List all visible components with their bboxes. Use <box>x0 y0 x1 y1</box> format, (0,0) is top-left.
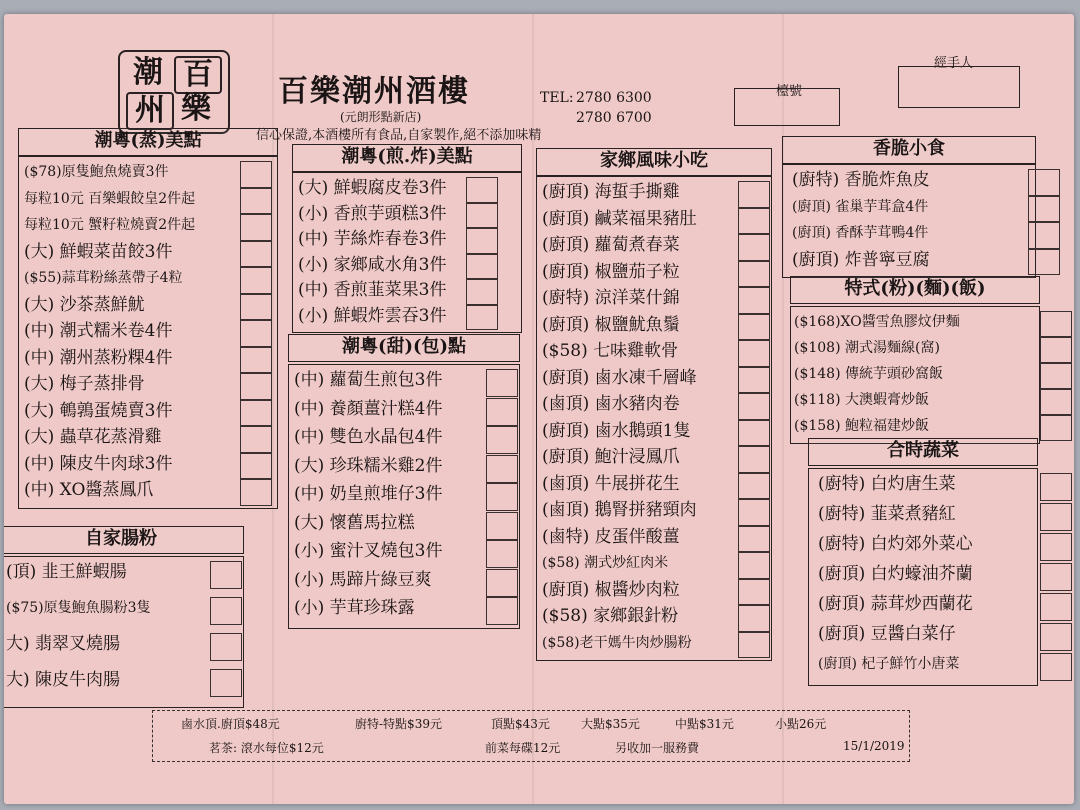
quantity-box[interactable] <box>1040 533 1072 561</box>
quantity-box[interactable] <box>1040 363 1072 389</box>
menu-item: ($55)蒜茸粉絲蒸帶子4粒 <box>24 270 183 286</box>
price-note: 中點$31元 <box>675 717 734 731</box>
menu-item: (廚特) 香脆炸魚皮 <box>792 170 930 190</box>
menu-item: (大) 蟲草花蒸滑雞 <box>24 427 162 447</box>
quantity-box[interactable] <box>486 540 518 568</box>
quantity-box[interactable] <box>738 420 770 447</box>
menu-item: 大) 翡翠叉燒腸 <box>6 634 121 654</box>
menu-item: (廚頂) 蘿蔔煮春菜 <box>542 235 680 255</box>
menu-item: 每粒10元 蟹籽粒燒賣2件起 <box>24 217 196 233</box>
quantity-box[interactable] <box>466 254 498 280</box>
menu-item: (中) 香煎韮菜果3件 <box>298 280 447 300</box>
quantity-box[interactable] <box>738 367 770 394</box>
handler-label: 經手人 <box>934 56 974 71</box>
section-title: 香脆小食 <box>782 136 1036 164</box>
menu-item: (廚頂) 鹹菜福果豬肚 <box>542 208 697 229</box>
quantity-box[interactable] <box>1040 473 1072 501</box>
menu-item: (廚頂) 鹵水凍千層峰 <box>542 367 697 388</box>
table-no-label: 檯號 <box>776 84 803 99</box>
quantity-box[interactable] <box>240 188 272 215</box>
print-date: 15/1/2019 <box>843 739 905 753</box>
quantity-box[interactable] <box>240 214 272 241</box>
menu-item: (廚頂) 杞子鮮竹小唐菜 <box>818 656 960 672</box>
menu-item: (廚頂) 椒鹽魷魚鬚 <box>542 314 680 335</box>
tea-note: 茗茶: 滾水每位$12元 <box>209 741 324 755</box>
menu-item: (中) 潮州蒸粉粿4件 <box>24 347 173 368</box>
quantity-box[interactable] <box>486 483 518 511</box>
logo-char: 百 <box>174 56 222 94</box>
menu-sheet <box>4 14 1074 804</box>
quantity-box[interactable] <box>240 453 272 480</box>
menu-item: (鹵頂) 鵝腎拼豬頸肉 <box>542 500 697 520</box>
quantity-box[interactable] <box>1028 222 1060 249</box>
quantity-box[interactable] <box>738 234 770 261</box>
quantity-box[interactable] <box>210 561 242 589</box>
quantity-box[interactable] <box>738 526 770 553</box>
quantity-box[interactable] <box>240 267 272 294</box>
price-note: 鹵水頂.廚頂$48元 <box>181 717 280 731</box>
menu-item: (大) 鵪鶉蛋燒賣3件 <box>24 400 173 421</box>
menu-item: (大) 梅子蒸排骨 <box>24 374 145 394</box>
menu-item: 大) 陳皮牛肉腸 <box>6 670 121 690</box>
quantity-box[interactable] <box>1028 196 1060 223</box>
menu-item: (廚特) 白灼郊外菜心 <box>818 534 973 554</box>
logo-char: 州 <box>126 92 174 130</box>
restaurant-name: 百樂潮州酒樓 <box>278 74 470 109</box>
quantity-box[interactable] <box>240 241 272 268</box>
quantity-box[interactable] <box>1028 169 1060 196</box>
quantity-box[interactable] <box>486 426 518 454</box>
quantity-box[interactable] <box>210 597 242 625</box>
quantity-box[interactable] <box>1040 415 1072 441</box>
menu-item: (廚頂) 香酥芋茸鴨4件 <box>792 225 929 241</box>
menu-item: ($75)原隻鮑魚腸粉3隻 <box>6 600 151 616</box>
quantity-box[interactable] <box>738 208 770 235</box>
quantity-box[interactable] <box>466 279 498 305</box>
menu-item: (廚頂) 椒鹽茄子粒 <box>542 261 680 282</box>
logo-char: 樂 <box>181 91 211 126</box>
handler-box[interactable] <box>898 66 1020 108</box>
menu-item: (小) 鮮蝦炸雲吞3件 <box>298 305 447 326</box>
menu-item: (大) 懷舊馬拉糕 <box>294 512 415 533</box>
quantity-box[interactable] <box>738 632 770 659</box>
section-title: 特式(粉)(麵)(飯) <box>790 276 1040 304</box>
menu-item: ($158) 鮑粒福建炒飯 <box>794 418 930 434</box>
quantity-box[interactable] <box>486 455 518 483</box>
menu-item: (廚特) 韮菜煮豬紅 <box>818 504 956 524</box>
menu-item: (中) 蘿蔔生煎包3件 <box>294 370 443 390</box>
menu-item: ($118) 大澳蝦膏炒飯 <box>794 392 930 408</box>
menu-item: ($58) 潮式炒紅肉米 <box>542 555 669 571</box>
menu-item: (廚特) 涼洋菜什錦 <box>542 288 680 308</box>
quantity-box[interactable] <box>210 669 242 697</box>
appetizer-note: 前菜每碟12元 <box>485 741 561 755</box>
tel-1: 2780 6300 <box>576 90 652 106</box>
quantity-box[interactable] <box>738 579 770 606</box>
slogan: 信心保證,本酒樓所有食品,自家製作,絕不添加味精 <box>256 128 542 143</box>
section-title: 潮粵(煎.炸)美點 <box>292 144 522 172</box>
logo-char: 潮 <box>133 55 163 90</box>
quantity-box[interactable] <box>1040 593 1072 621</box>
fold-line <box>782 14 784 804</box>
menu-item: (中) 陳皮牛肉球3件 <box>24 453 173 474</box>
quantity-box[interactable] <box>1040 563 1072 591</box>
quantity-box[interactable] <box>738 605 770 632</box>
menu-item: (中) 雙色水晶包4件 <box>294 427 443 447</box>
quantity-box[interactable] <box>240 400 272 427</box>
price-note: 小點26元 <box>775 717 827 731</box>
quantity-box[interactable] <box>738 181 770 208</box>
quantity-box[interactable] <box>240 479 272 506</box>
menu-item: ($108) 潮式湯麵線(窩) <box>794 340 940 356</box>
menu-item: (中) 潮式糯米卷4件 <box>24 321 173 341</box>
menu-item: (廚特) 白灼唐生菜 <box>818 474 956 494</box>
menu-item: ($78)原隻鮑魚燒賣3件 <box>24 164 169 180</box>
branch-name: (元朗形點新店) <box>340 110 422 124</box>
tel-label: TEL: <box>540 90 574 106</box>
menu-item: ($148) 傳統芋頭砂窩飯 <box>794 366 944 382</box>
menu-item: (廚頂) 蒜茸炒西蘭花 <box>818 594 973 614</box>
menu-item: (中) 養顏薑汁糕4件 <box>294 398 443 419</box>
quantity-box[interactable] <box>486 512 518 540</box>
quantity-box[interactable] <box>1040 503 1072 531</box>
menu-item: ($58) 家鄉銀針粉 <box>542 606 679 626</box>
menu-item: (廚頂) 炸普寧豆腐 <box>792 249 930 270</box>
menu-item: (小) 蜜汁叉燒包3件 <box>294 541 443 561</box>
menu-item: (廚頂) 鮑汁浸鳳爪 <box>542 447 680 467</box>
quantity-box[interactable] <box>738 499 770 526</box>
quantity-box[interactable] <box>466 177 498 203</box>
menu-item: (大) 鮮蝦菜苗餃3件 <box>24 241 173 262</box>
menu-item: ($58)老干媽牛肉炒腸粉 <box>542 634 692 651</box>
quantity-box[interactable] <box>240 320 272 347</box>
menu-item: (鹵頂) 鹵水豬肉卷 <box>542 394 680 414</box>
price-note: 廚特-特點$39元 <box>355 717 442 731</box>
quantity-box[interactable] <box>240 294 272 321</box>
quantity-box[interactable] <box>738 393 770 420</box>
quantity-box[interactable] <box>210 633 242 661</box>
quantity-box[interactable] <box>486 569 518 597</box>
menu-item: (鹵特) 皮蛋伴酸薑 <box>542 526 680 547</box>
quantity-box[interactable] <box>738 314 770 341</box>
price-note: 大點$35元 <box>581 717 640 731</box>
quantity-box[interactable] <box>738 552 770 579</box>
section-title: 合時蔬菜 <box>808 438 1038 466</box>
quantity-box[interactable] <box>240 347 272 374</box>
menu-item: ($168)XO醬雪魚膠炆伊麵 <box>794 314 960 330</box>
menu-item: (廚頂) 豆醬白菜仔 <box>818 624 956 644</box>
quantity-box[interactable] <box>240 373 272 400</box>
quantity-box[interactable] <box>466 305 498 331</box>
service-note: 另收加一服務費 <box>615 741 700 755</box>
menu-item: (中) 奶皇煎堆仔3件 <box>294 484 443 504</box>
price-footer <box>152 710 910 762</box>
quantity-box[interactable] <box>466 228 498 254</box>
quantity-box[interactable] <box>1040 337 1072 363</box>
menu-item: (廚頂) 鹵水鵝頭1隻 <box>542 420 691 441</box>
menu-item: (大) 鮮蝦腐皮卷3件 <box>298 178 447 198</box>
quantity-box[interactable] <box>240 161 272 188</box>
quantity-box[interactable] <box>1028 249 1060 276</box>
quantity-box[interactable] <box>1040 623 1072 651</box>
menu-item: ($58) 七味雞軟骨 <box>542 341 679 361</box>
section-title: 潮粵(甜)(包)點 <box>288 334 520 362</box>
quantity-box[interactable] <box>1040 311 1072 337</box>
quantity-box[interactable] <box>240 426 272 453</box>
menu-item: (廚頂) 白灼蠔油芥蘭 <box>818 564 973 584</box>
table-no-box[interactable] <box>734 88 840 126</box>
quantity-box[interactable] <box>738 287 770 314</box>
section-title: 潮粵(蒸)美點 <box>18 128 278 156</box>
tel-2: 2780 6700 <box>576 110 652 126</box>
menu-item: (廚頂) 雀巢芋茸盒4件 <box>792 198 929 215</box>
section-title: 家鄉風味小吃 <box>536 148 772 176</box>
quantity-box[interactable] <box>738 261 770 288</box>
menu-item: (小) 芋茸珍珠露 <box>294 598 415 618</box>
quantity-box[interactable] <box>1040 389 1072 415</box>
menu-item: (鹵頂) 牛展拼花生 <box>542 473 680 494</box>
menu-item: 每粒10元 百樂蝦餃皇2件起 <box>24 190 196 207</box>
menu-item: (大) 沙茶蒸鮮魷 <box>24 294 145 315</box>
menu-item: (小) 香煎芋頭糕3件 <box>298 203 447 224</box>
quantity-box[interactable] <box>1040 653 1072 681</box>
quantity-box[interactable] <box>738 473 770 500</box>
quantity-box[interactable] <box>486 369 518 397</box>
menu-item: (中) 芋絲炸春卷3件 <box>298 229 447 249</box>
quantity-box[interactable] <box>738 340 770 367</box>
menu-item: (小) 馬蹄片綠豆爽 <box>294 569 432 590</box>
quantity-box[interactable] <box>738 446 770 473</box>
price-note: 頂點$43元 <box>491 717 550 731</box>
quantity-box[interactable] <box>486 597 518 625</box>
menu-item: (廚頂) 海蜇手撕雞 <box>542 182 680 202</box>
section-title: 自家腸粉 <box>4 526 244 554</box>
quantity-box[interactable] <box>486 398 518 426</box>
menu-item: (中) XO醬蒸鳳爪 <box>24 480 154 500</box>
quantity-box[interactable] <box>466 203 498 229</box>
restaurant-logo <box>118 50 228 134</box>
menu-item: (頂) 韭王鮮蝦腸 <box>6 562 127 582</box>
menu-item: (大) 珍珠糯米雞2件 <box>294 455 443 476</box>
menu-item: (小) 家鄉咸水角3件 <box>298 254 447 275</box>
menu-item: (廚頂) 椒醬炒肉粒 <box>542 579 680 600</box>
